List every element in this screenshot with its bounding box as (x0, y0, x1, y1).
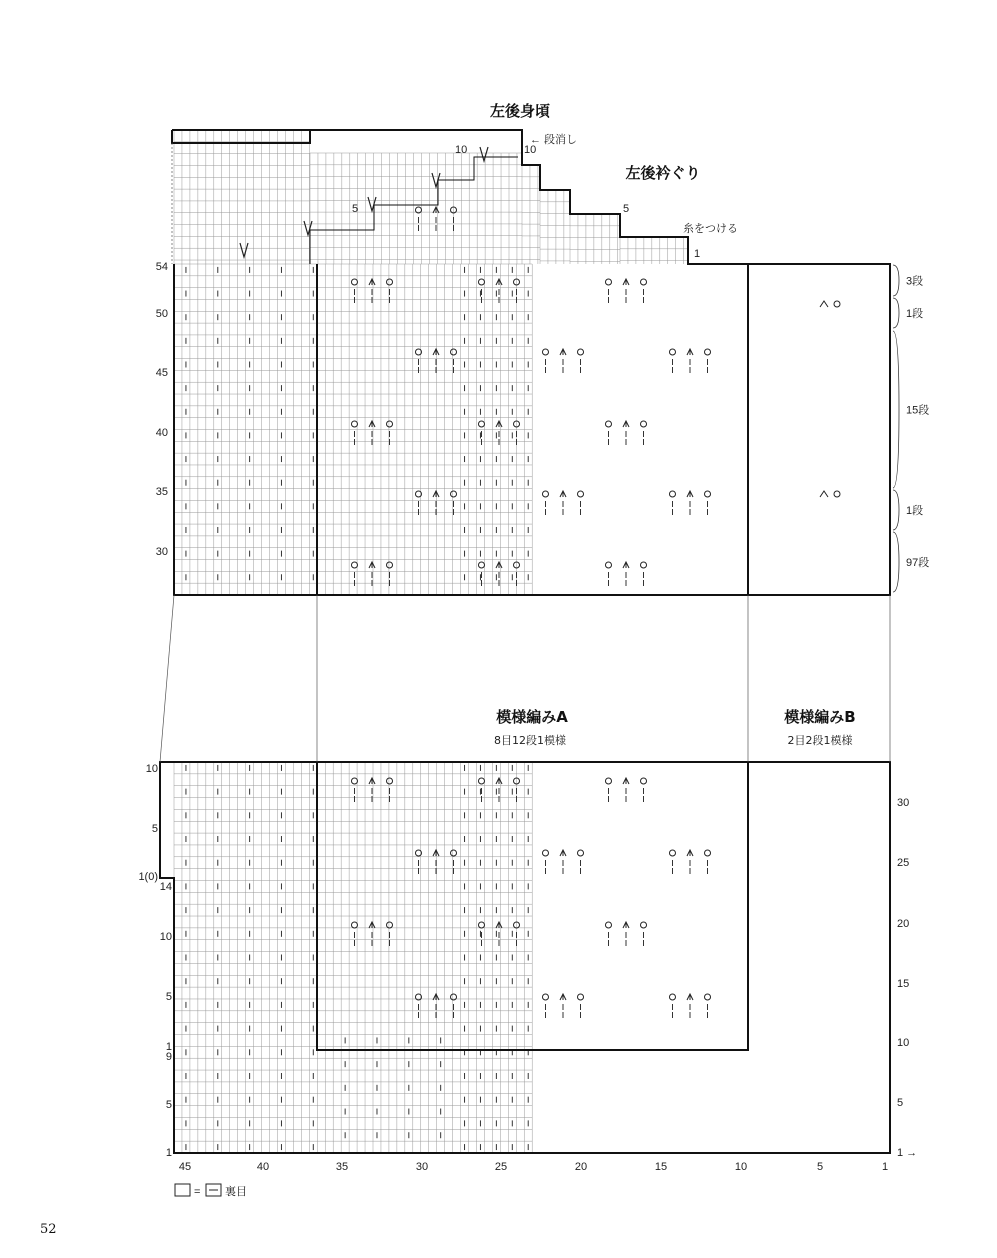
slip-mark (368, 197, 376, 211)
title-pattern-b: 模様編みB (784, 708, 856, 726)
row-bracket (893, 490, 899, 530)
chart-grid-lower (174, 762, 532, 1153)
neck-row-10: 10 (524, 144, 537, 156)
subtitle-pattern-b: 2目2段1模様 (787, 734, 853, 747)
row-label-right: 5 (897, 1097, 904, 1109)
decrease-mark (496, 922, 502, 928)
yarn-over-mark (705, 349, 711, 355)
x-tick-label: 35 (335, 1161, 349, 1173)
decrease-mark (820, 491, 828, 497)
row-label-right: 25 (897, 857, 910, 869)
decrease-mark (433, 349, 439, 355)
neck-row-1: 1 (694, 248, 701, 260)
yarn-over-mark (605, 922, 611, 928)
decrease-mark (560, 491, 566, 497)
decrease-mark (560, 349, 566, 355)
row-bracket-label: 3段 (906, 275, 924, 288)
yarn-over-mark (834, 491, 840, 497)
decrease-mark (433, 491, 439, 497)
yarn-over-mark (705, 491, 711, 497)
x-tick-label: 1 (881, 1161, 889, 1173)
row-label-upper: 30 (155, 546, 168, 558)
stitch-symbols (186, 147, 840, 1150)
yarn-over-mark (641, 421, 647, 427)
decrease-mark (369, 778, 375, 784)
row-label-upper: 45 (155, 367, 168, 379)
legend-equals: = (194, 1186, 201, 1198)
row-bracket-label: 15段 (906, 404, 930, 417)
row-label-right: 20 (897, 918, 910, 930)
yarn-over-mark (351, 778, 357, 784)
decrease-mark (433, 850, 439, 856)
row-label-right: 30 (897, 797, 910, 809)
yarn-over-mark (478, 421, 484, 427)
yarn-over-mark (578, 850, 584, 856)
row-label-right: 10 (897, 1037, 910, 1049)
row-label-upper: 40 (155, 427, 168, 439)
yarn-over-mark (605, 562, 611, 568)
neck-left-row-10: 10 (455, 144, 468, 156)
yarn-over-mark (351, 279, 357, 285)
decrease-mark (623, 421, 629, 427)
decrease-mark (369, 279, 375, 285)
row-label-upper: 35 (155, 486, 168, 498)
yarn-over-mark (834, 301, 840, 307)
yarn-over-mark (451, 850, 457, 856)
title-pattern-a: 模様編みA (496, 708, 568, 726)
neck-step-outline (310, 157, 518, 264)
annotation-attach-yarn: 糸をつける (683, 223, 738, 235)
yarn-over-mark (351, 562, 357, 568)
yarn-over-mark (705, 850, 711, 856)
row-label-lower-b: 1 (165, 1041, 172, 1053)
decrease-mark (687, 491, 693, 497)
slip-mark (304, 221, 312, 235)
yarn-over-mark (669, 349, 675, 355)
yarn-over-mark (641, 562, 647, 568)
chart-grid-upper (174, 130, 688, 595)
neck-row-5: 5 (623, 203, 630, 215)
page-number: 52 (40, 1222, 57, 1237)
decrease-mark (560, 850, 566, 856)
subtitle-pattern-a: 8目12段1模様 (494, 734, 566, 747)
x-tick-label: 30 (415, 1161, 429, 1173)
yarn-over-mark (451, 349, 457, 355)
row-label-lower-a: 1(0) (138, 871, 158, 883)
row-label-right: 1 → (897, 1147, 918, 1159)
upper-outline (172, 130, 890, 595)
decrease-mark (496, 562, 502, 568)
bind-off-row (172, 130, 310, 143)
row-label-upper: 54 (155, 261, 168, 273)
decrease-mark (433, 994, 439, 1000)
decrease-mark (687, 349, 693, 355)
row-label-lower-c: 1 (165, 1147, 172, 1159)
title-neckline: 左後衿ぐり (625, 164, 701, 182)
x-tick-label: 40 (256, 1161, 270, 1173)
yarn-over-mark (605, 778, 611, 784)
decrease-mark (369, 421, 375, 427)
yarn-over-mark (542, 491, 548, 497)
pattern-a-outline (317, 762, 748, 1050)
yarn-over-mark (542, 850, 548, 856)
decrease-mark (496, 421, 502, 427)
decrease-mark (623, 279, 629, 285)
yarn-over-mark (669, 491, 675, 497)
x-tick-label: 15 (654, 1161, 668, 1173)
legend-empty-box (175, 1184, 190, 1196)
decrease-mark (369, 922, 375, 928)
decrease-mark (496, 279, 502, 285)
yarn-over-mark (387, 562, 393, 568)
row-label-lower-a: 5 (151, 823, 158, 835)
x-tick-label: 5 (816, 1161, 824, 1173)
yarn-over-mark (387, 778, 393, 784)
decrease-mark (433, 207, 439, 213)
slip-mark (480, 147, 488, 161)
yarn-over-mark (351, 922, 357, 928)
yarn-over-mark (387, 279, 393, 285)
row-bracket (893, 265, 899, 296)
yarn-over-mark (542, 994, 548, 1000)
yarn-over-mark (578, 491, 584, 497)
yarn-over-mark (478, 279, 484, 285)
yarn-over-mark (578, 349, 584, 355)
decrease-mark (369, 562, 375, 568)
slip-mark (240, 243, 248, 257)
annotation-bind-off: ← 段消し (530, 134, 578, 146)
row-label-lower-a: 10 (145, 763, 158, 775)
decrease-mark (496, 778, 502, 784)
yarn-over-mark (578, 994, 584, 1000)
yarn-over-mark (641, 922, 647, 928)
row-bracket (893, 532, 899, 592)
row-bracket-label: 97段 (906, 557, 930, 569)
x-tick-label: 45 (178, 1161, 192, 1173)
title-left-back: 左後身頃 (489, 102, 551, 120)
legend-meaning: 裏目 (225, 1186, 247, 1198)
yarn-over-mark (478, 778, 484, 784)
yarn-over-mark (669, 994, 675, 1000)
decrease-mark (687, 994, 693, 1000)
row-label-upper: 50 (155, 308, 168, 320)
x-tick-label: 10 (734, 1161, 748, 1173)
row-bracket-label: 1段 (906, 505, 924, 517)
decrease-mark (820, 301, 828, 307)
yarn-over-mark (387, 922, 393, 928)
yarn-over-mark (605, 421, 611, 427)
row-label-lower-c: 5 (165, 1099, 172, 1111)
decrease-mark (560, 994, 566, 1000)
yarn-over-mark (478, 922, 484, 928)
row-label-lower-b: 10 (159, 931, 172, 943)
row-label-right: 15 (897, 978, 910, 990)
yarn-over-mark (451, 491, 457, 497)
yarn-over-mark (605, 279, 611, 285)
x-tick-label: 20 (574, 1161, 588, 1173)
connector-line (160, 595, 174, 762)
yarn-over-mark (387, 421, 393, 427)
yarn-over-mark (641, 778, 647, 784)
yarn-over-mark (478, 562, 484, 568)
decrease-mark (687, 850, 693, 856)
row-bracket (893, 298, 899, 328)
row-label-lower-b: 14 (159, 881, 172, 893)
decrease-mark (623, 778, 629, 784)
yarn-over-mark (705, 994, 711, 1000)
row-bracket (893, 331, 899, 488)
yarn-over-mark (669, 850, 675, 856)
yarn-over-mark (641, 279, 647, 285)
decrease-mark (623, 562, 629, 568)
yarn-over-mark (542, 349, 548, 355)
right-row-brackets (893, 265, 929, 592)
row-bracket-label: 1段 (906, 308, 924, 320)
x-tick-label: 25 (494, 1161, 508, 1173)
row-label-lower-b: 5 (165, 991, 172, 1003)
decrease-mark (623, 922, 629, 928)
yarn-over-mark (351, 421, 357, 427)
neck-left-row-5: 5 (352, 203, 359, 215)
row-label-lower-c: 9 (165, 1051, 172, 1063)
